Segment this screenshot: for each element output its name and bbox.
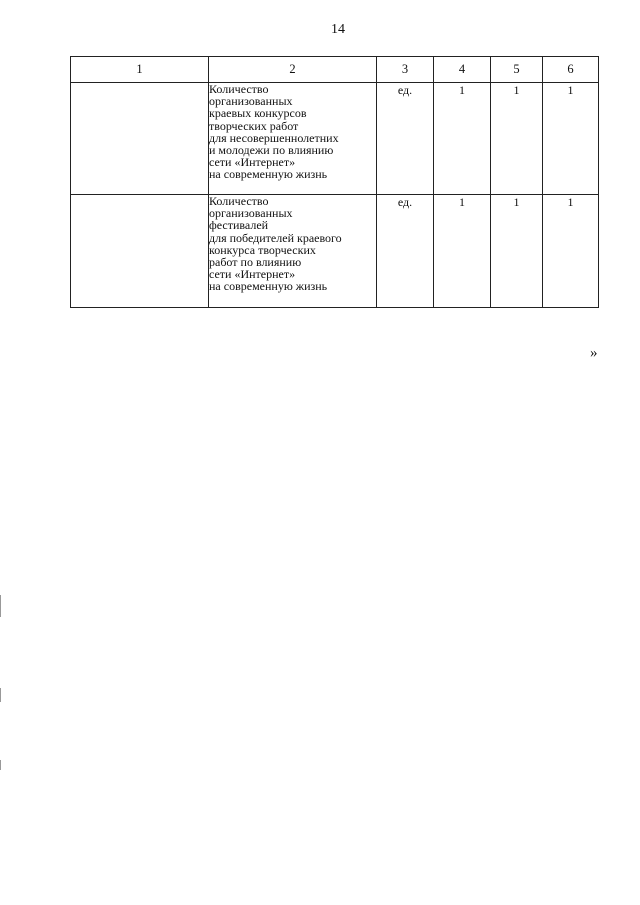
- description-line: организованных: [209, 206, 293, 221]
- header-col-2: 2: [209, 57, 377, 83]
- scan-margin-mark: [0, 595, 1, 617]
- scan-margin-mark: [0, 760, 1, 770]
- cell-col-1: [71, 195, 209, 308]
- description-line: для несовершеннолетних: [209, 130, 339, 145]
- description-line: на современную жизнь: [209, 279, 328, 294]
- data-table: [70, 56, 599, 308]
- cell-value-4: 1: [434, 195, 491, 308]
- cell-description: [209, 195, 377, 308]
- description-line: краевых конкурсов: [209, 106, 307, 121]
- header-col-6: 6: [543, 57, 599, 83]
- description-line: конкурса творческих: [209, 242, 316, 257]
- table-row: [71, 195, 599, 308]
- cell-unit: ед.: [377, 83, 434, 195]
- scan-margin-mark: [0, 688, 1, 702]
- description-line: организованных: [209, 94, 293, 109]
- cell-description: [209, 83, 377, 195]
- description-line: сети «Интернет»: [209, 267, 296, 282]
- description-line: Количество: [209, 194, 269, 208]
- closing-quote-mark: »: [590, 345, 598, 361]
- header-col-3: 3: [377, 57, 434, 83]
- cell-col-1: [71, 83, 209, 195]
- page-number: 14: [331, 22, 345, 37]
- table-row: [71, 83, 599, 195]
- cell-value-6: 1: [543, 195, 599, 308]
- description-line: фестивалей: [209, 218, 269, 233]
- description-line: сети «Интернет»: [209, 155, 296, 170]
- description-line: для победителей краевого: [209, 230, 342, 245]
- cell-value-4: 1: [434, 83, 491, 195]
- header-col-1: 1: [71, 57, 209, 83]
- description-line: на современную жизнь: [209, 167, 328, 182]
- description-line: и молодежи по влиянию: [209, 143, 334, 158]
- header-col-5: 5: [491, 57, 543, 83]
- description-line: творческих работ: [209, 118, 299, 133]
- header-col-4: 4: [434, 57, 491, 83]
- description-line: работ по влиянию: [209, 255, 302, 270]
- table-header-row: [71, 57, 599, 83]
- cell-unit: ед.: [377, 195, 434, 308]
- description-line: Количество: [209, 82, 269, 96]
- cell-value-5: 1: [491, 195, 543, 308]
- cell-value-6: 1: [543, 83, 599, 195]
- cell-value-5: 1: [491, 83, 543, 195]
